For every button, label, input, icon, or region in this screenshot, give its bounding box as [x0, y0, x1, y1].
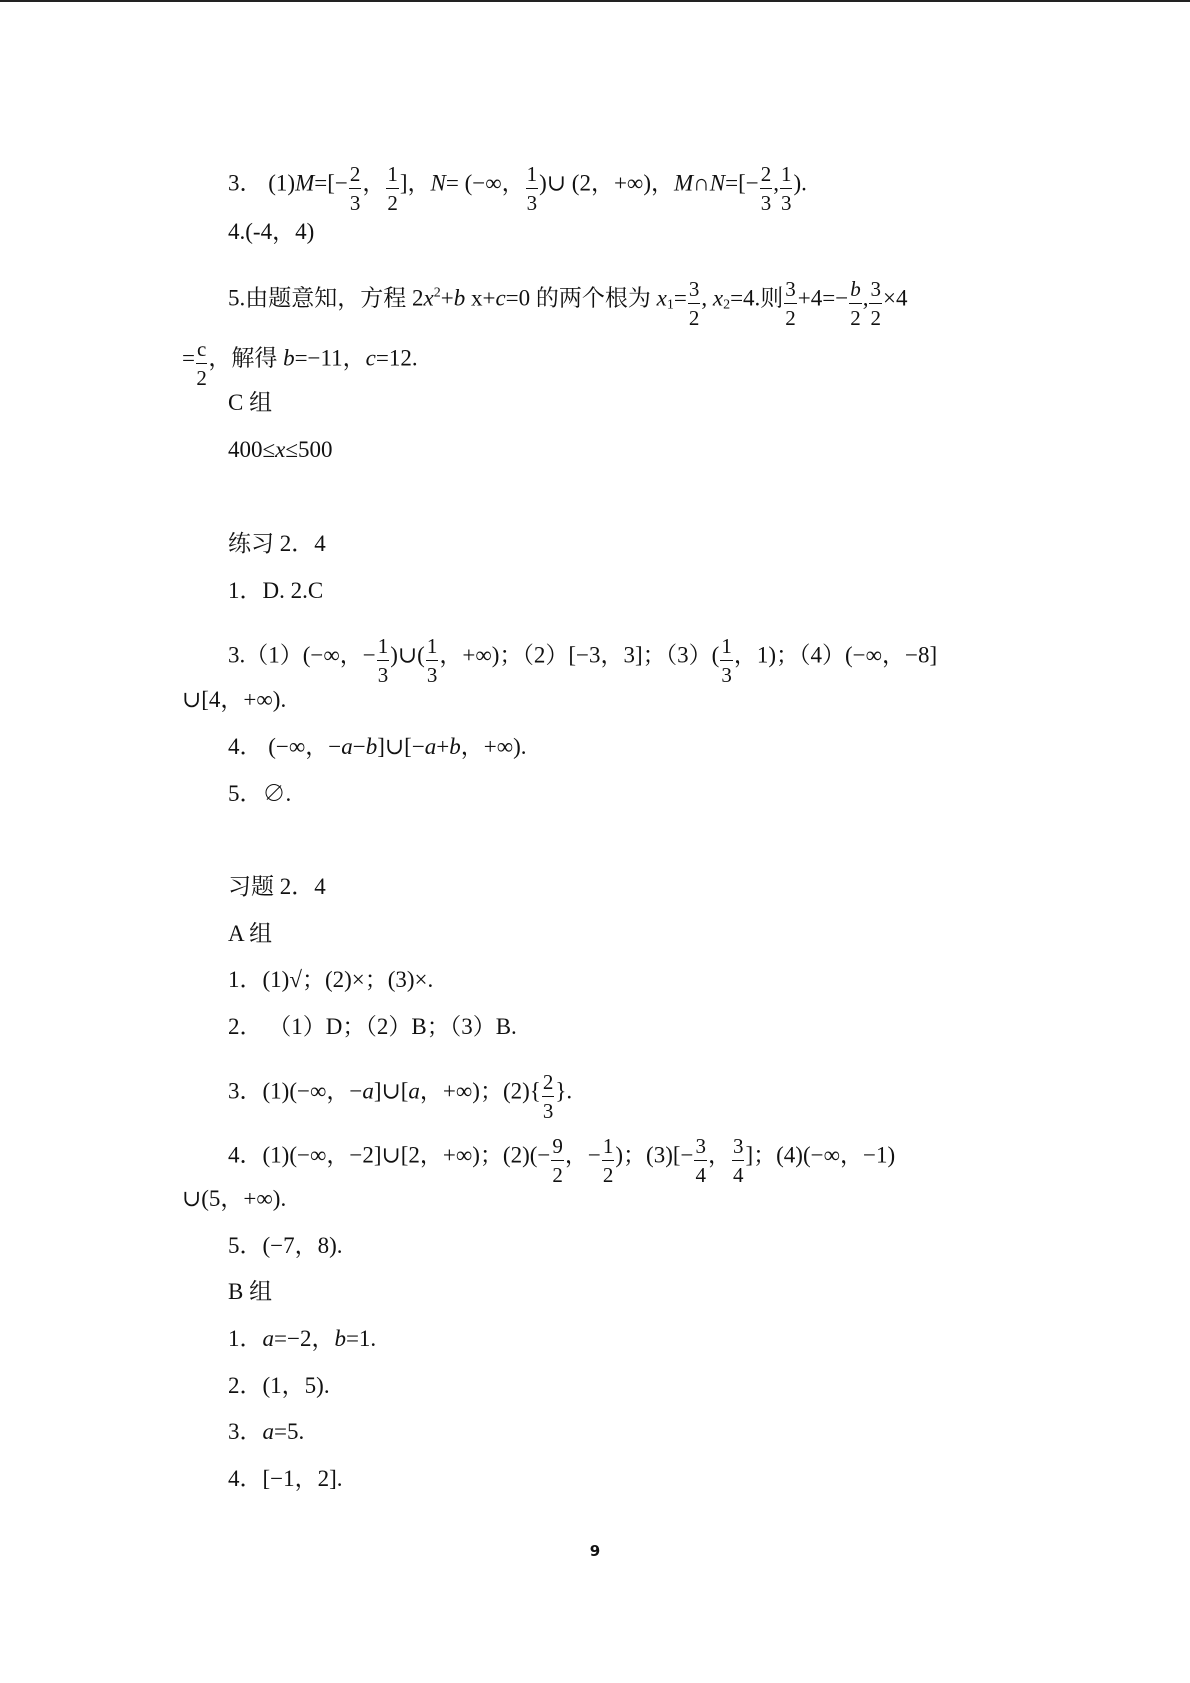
prev-answer-5: 5.由题意知，方程 $2x^2+b$ x+c=0 的两个根为 $x_1=$ $\frac{3}{2}$ , $x_2=4$.则 $\frac{3}{2}$ +4=− $\frac{b}{2}$ , $\frac{3}{2}$ ×4: [228, 277, 908, 330]
exercise-answer-1-2: 1．D. 2.C: [228, 578, 324, 603]
fraction: $\frac{1}{2}$: [602, 1134, 614, 1187]
group-b-answer-1: 1．a=−2，b=1.: [228, 1326, 377, 1351]
group-b-label: B 组: [228, 1279, 273, 1304]
group-b-answer-4: 4．[−1，2].: [228, 1466, 343, 1491]
fraction: $\frac{1}{3}$: [377, 634, 389, 687]
fraction: $\frac{1}{3}$: [721, 634, 732, 687]
group-c-answer: 400≤x≤500: [228, 437, 333, 462]
prev-answer-5-cont: = $\frac{c}{2}$ ，解得 b=−11，c=12.: [182, 337, 418, 390]
prev-answer-4: 4.(-4，4): [228, 219, 315, 244]
fraction: $\frac{3}{2}$: [870, 277, 881, 330]
fraction: $\frac{2}{3}$: [760, 162, 772, 215]
fraction: $\frac{1}{2}$: [387, 162, 398, 215]
group-c-label: C 组: [228, 390, 273, 415]
fraction: $\frac{3}{2}$: [688, 277, 700, 330]
problems-2-4-title: 习题 2．4: [228, 874, 326, 899]
group-b-answer-3: 3．a=5.: [228, 1419, 305, 1444]
exercise-answer-3: 3.（1）(−∞，− $\frac{1}{3}$ )∪( $\frac{1}{3}$ ，+∞)；（2）[−3，3]；（3）( $\frac{1}{3}$ ，1)；（4）(−∞，−8]: [228, 634, 938, 687]
fraction: $\frac{1}{3}$: [426, 634, 438, 687]
fraction: $\frac{3}{2}$: [785, 277, 796, 330]
exercise-answer-5: 5．∅.: [228, 781, 292, 806]
group-a-answer-5: 5．(−7，8).: [228, 1233, 343, 1258]
exercise-answer-4: 4． (−∞，−a−b]∪[−a+b，+∞).: [228, 734, 527, 759]
fraction: $\frac{1}{3}$: [526, 162, 538, 215]
group-b-answer-2: 2．(1，5).: [228, 1373, 330, 1398]
fraction: $\frac{2}{3}$: [349, 162, 361, 215]
group-a-answer-3: 3．(1)(−∞，−a]∪[a，+∞)；(2){ $\frac{2}{3}$ }.: [228, 1070, 573, 1123]
fraction: $\frac{3}{4}$: [695, 1134, 706, 1187]
fraction: $\frac{2}{3}$: [542, 1070, 554, 1123]
fraction: $\frac{c}{2}$: [196, 337, 207, 390]
group-a-answer-2: 2． （1）D；（2）B；（3）B.: [228, 1014, 517, 1039]
fraction: $\frac{9}{2}$: [552, 1134, 563, 1187]
fraction: $\frac{b}{2}$: [850, 277, 861, 330]
prev-answer-3: 3． (1)M=[− $\frac{2}{3}$ ， $\frac{1}{2}$ ]，N= (−∞， $\frac{1}{3}$ )∪ (2，+∞)，M∩N=[− $\frac{2}{3}$ , $\frac{1}{3}$ ).: [228, 162, 807, 215]
group-a-answer-4-cont: ∪(5，+∞).: [182, 1186, 287, 1211]
fraction: $\frac{3}{4}$: [732, 1134, 744, 1187]
page-number: 9: [589, 1542, 601, 1560]
group-a-label: A 组: [228, 921, 273, 946]
exercise-answer-3-cont: ∪[4，+∞).: [182, 687, 287, 712]
group-a-answer-1: 1．(1)√；(2)×；(3)×.: [228, 967, 434, 992]
fraction: $\frac{1}{3}$: [780, 162, 792, 215]
exercise-2-4-title: 练习 2．4: [228, 531, 326, 556]
top-border: [0, 0, 1190, 2]
group-a-answer-4: 4．(1)(−∞，−2]∪[2，+∞)；(2)(− $\frac{9}{2}$ ，− $\frac{1}{2}$ )；(3)[− $\frac{3}{4}$ ， $\frac{3}{4}$ ]；(4)(−∞，−1): [228, 1134, 896, 1187]
